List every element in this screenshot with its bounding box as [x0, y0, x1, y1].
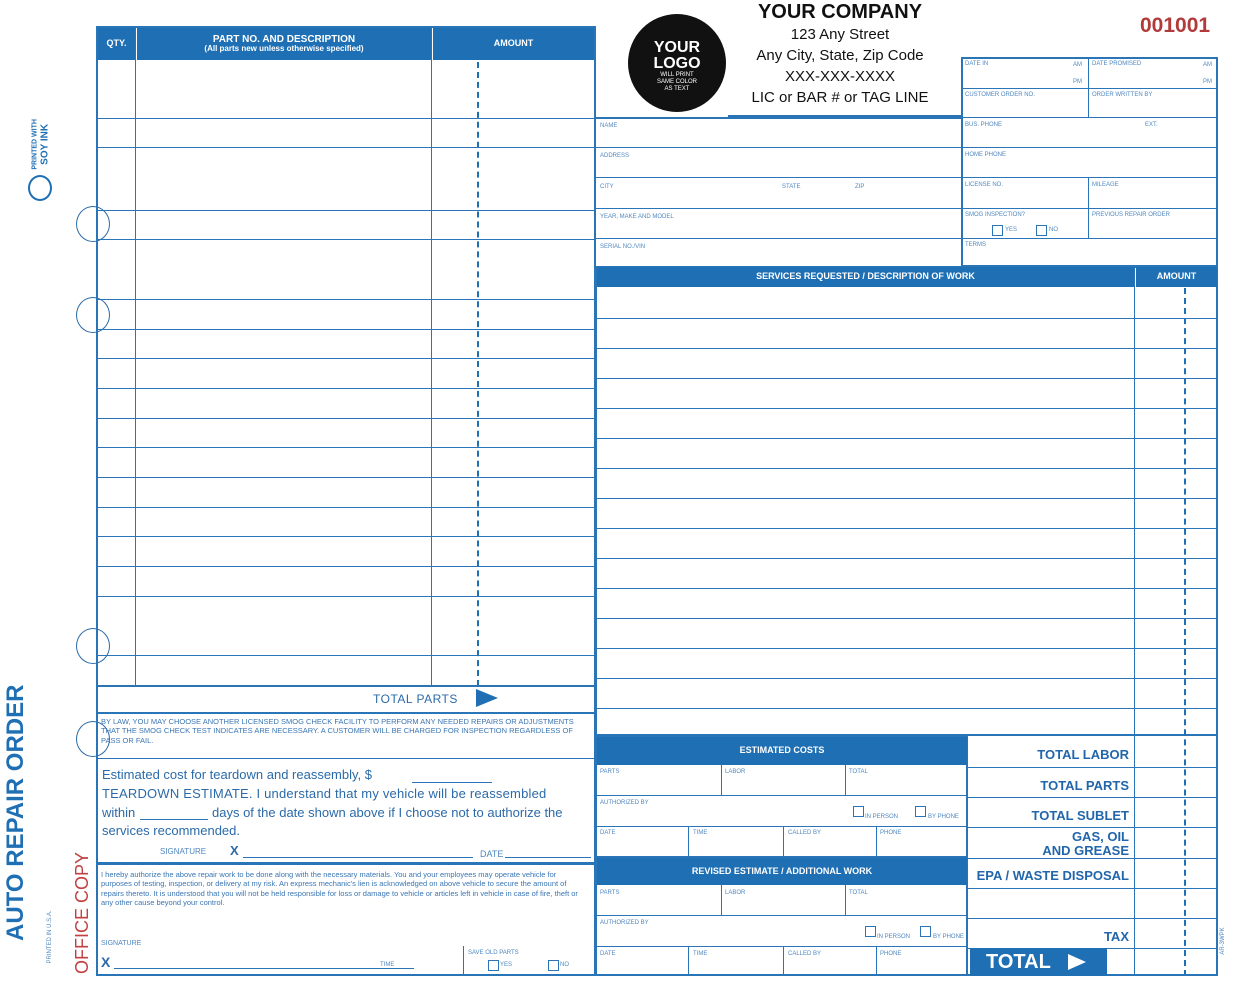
teardown-line1: TEARDOWN ESTIMATE. I understand that my vehicle will be reassembled — [102, 786, 547, 801]
revised-divider — [721, 885, 722, 915]
tax-label: TAX — [1103, 929, 1129, 944]
total-parts-label: TOTAL PARTS — [373, 692, 458, 706]
estimated-costs-label: ESTIMATED COSTS — [739, 745, 825, 756]
totals-line — [968, 767, 1218, 768]
est-parts-label: PARTS — [600, 769, 620, 775]
parts-row-line — [96, 477, 596, 478]
parts-row-line — [96, 147, 596, 148]
teardown-cost-label: Estimated cost for teardown and reassembly, $ — [102, 767, 372, 782]
date-in-am: AM — [1073, 62, 1082, 68]
rev-authorized-label: AUTHORIZED BY — [600, 920, 649, 926]
form-number: 001001 — [1140, 14, 1211, 37]
services-amount-header — [1136, 267, 1217, 287]
services-table — [596, 266, 1218, 736]
teardown-line2: days of the date shown above if I choose not to authorize the — [212, 805, 563, 820]
parts-cents-divider — [477, 62, 479, 686]
order-info-line — [961, 177, 1218, 178]
est-labor-label: LABOR — [725, 769, 746, 775]
company-name: YOUR COMPANY — [757, 1, 923, 23]
parts-row-line — [96, 418, 596, 419]
smog-no-checkbox[interactable] — [1036, 225, 1047, 236]
customer-line — [596, 238, 962, 239]
services-row-line — [596, 708, 1218, 709]
totals-line — [968, 888, 1218, 889]
qty-header — [98, 28, 135, 60]
services-row-line — [596, 378, 1218, 379]
save-parts-yes-label: YES — [500, 962, 513, 968]
teardown-days-field[interactable] — [140, 819, 208, 820]
services-row-line — [596, 348, 1218, 349]
parts-row-line — [96, 299, 596, 300]
estimated-costs-divider — [845, 765, 846, 795]
services-row-line — [596, 678, 1218, 679]
estimated-costs-line — [596, 795, 968, 796]
soy-line1: PRINTED WITH — [31, 119, 39, 170]
company-street: 123 Any Street — [790, 26, 890, 43]
revised-divider — [688, 946, 689, 976]
est-total-label: TOTAL — [849, 769, 868, 775]
services-row-line — [596, 588, 1218, 589]
parts-row-line — [96, 388, 596, 389]
parts-row-line — [96, 596, 596, 597]
parts-amount-label: AMOUNT — [493, 38, 534, 49]
name-label: NAME — [600, 123, 618, 129]
printed-in-usa: PRINTED IN U.S.A. — [47, 910, 53, 964]
total-parts-arrow-icon — [476, 689, 498, 707]
services-row-line — [596, 468, 1218, 469]
order-info-line — [961, 208, 1218, 209]
parts-row-line — [96, 566, 596, 567]
save-parts-yes-checkbox[interactable] — [488, 960, 499, 971]
parts-row-line — [96, 447, 596, 448]
services-row-line — [596, 528, 1218, 529]
estimated-costs-line — [596, 826, 968, 827]
logo-badge — [628, 14, 726, 112]
customer-line — [596, 208, 962, 209]
est-by-phone-checkbox[interactable] — [915, 806, 926, 817]
save-old-parts-label: SAVE OLD PARTS — [468, 950, 519, 956]
services-row-line — [596, 318, 1218, 319]
gas-oil-label: GAS, OIL — [1071, 829, 1129, 844]
order-info-line — [961, 147, 1218, 148]
save-parts-no-checkbox[interactable] — [548, 960, 559, 971]
logo-line3: WILL PRINT — [660, 72, 694, 78]
revised-estimate-header — [597, 858, 967, 885]
services-row-line — [596, 558, 1218, 559]
services-row-line — [596, 498, 1218, 499]
services-amount-label: AMOUNT — [1156, 271, 1197, 282]
est-called-by-label: CALLED BY — [788, 830, 822, 836]
rev-in-person-checkbox[interactable] — [865, 926, 876, 937]
services-amount-divider — [1134, 266, 1135, 736]
rev-labor-label: LABOR — [725, 890, 746, 896]
logo-line1: YOUR — [653, 39, 701, 56]
city-label: CITY — [600, 184, 614, 190]
services-row-line — [596, 618, 1218, 619]
teardown-line3: services recommended. — [102, 823, 240, 838]
totals-amount-divider — [1134, 736, 1135, 976]
smog-yes-checkbox[interactable] — [992, 225, 1003, 236]
vehicle-label: YEAR, MAKE AND MODEL — [600, 214, 674, 220]
logo-line4: SAME COLOR — [656, 79, 697, 85]
order-info-line — [961, 88, 1218, 89]
rev-phone-label: PHONE — [880, 951, 902, 957]
teardown-within: within — [102, 805, 136, 820]
serial-vin-label: SERIAL NO./VIN — [600, 244, 646, 250]
parts-amount-header — [433, 28, 594, 60]
services-row-line — [596, 648, 1218, 649]
date-promised-pm: PM — [1203, 79, 1212, 85]
company-tagline: LIC or BAR # or TAG LINE — [751, 89, 929, 106]
save-parts-divider — [463, 946, 464, 976]
qty-column-divider — [135, 26, 136, 686]
company-phone: XXX-XXX-XXXX — [784, 68, 896, 85]
soy-line2: SOY INK — [39, 123, 51, 165]
amount-column-divider — [431, 26, 432, 686]
description-header-label: PART NO. AND DESCRIPTION — [212, 34, 356, 46]
totals-line — [968, 797, 1218, 798]
totals-line — [968, 858, 1218, 859]
parts-row-line — [96, 655, 596, 656]
parts-row-line — [96, 507, 596, 508]
and-grease-label: AND GREASE — [1042, 843, 1129, 858]
estimated-costs-divider — [783, 826, 784, 858]
smog-inspection-label: SMOG INSPECTION? — [965, 212, 1026, 218]
parts-row-line — [96, 239, 596, 240]
smog-no-label: NO — [1049, 227, 1058, 233]
estimated-costs-divider — [688, 826, 689, 858]
mileage-label: MILEAGE — [1092, 182, 1119, 188]
teardown-date-label: DATE — [480, 849, 504, 859]
total-labor-label: TOTAL LABOR — [1037, 747, 1129, 762]
est-by-phone-label: BY PHONE — [928, 814, 959, 820]
order-written-label: ORDER WRITTEN BY — [1092, 92, 1153, 98]
logo-line2: LOGO — [653, 55, 701, 72]
grand-total-label: TOTAL — [986, 951, 1051, 973]
description-header — [137, 28, 431, 60]
revised-line — [596, 946, 968, 947]
date-promised-am: AM — [1203, 62, 1212, 68]
customer-top-line — [596, 117, 962, 119]
services-row-line — [596, 438, 1218, 439]
order-info-divider — [1088, 57, 1089, 117]
home-phone-label: HOME PHONE — [965, 152, 1007, 158]
rev-time-label: TIME — [693, 951, 708, 957]
revised-line — [596, 915, 968, 916]
authorization-time-label: TIME — [380, 962, 395, 968]
parts-row-line — [96, 210, 596, 211]
totals-line — [968, 827, 1218, 828]
teardown-signature-field[interactable] — [243, 857, 473, 858]
previous-repair-label: PREVIOUS REPAIR ORDER — [1092, 212, 1170, 218]
est-time-label: TIME — [693, 830, 708, 836]
total-sublet-label: TOTAL SUBLET — [1031, 808, 1129, 823]
state-label: STATE — [782, 184, 801, 190]
est-authorized-label: AUTHORIZED BY — [600, 800, 649, 806]
est-phone-label: PHONE — [880, 830, 902, 836]
services-header — [597, 267, 1134, 287]
logo-line5: AS TEXT — [664, 86, 690, 92]
parts-row-line — [96, 358, 596, 359]
services-row-line — [596, 408, 1218, 409]
customer-order-label: CUSTOMER ORDER NO. — [965, 92, 1035, 98]
grand-total-badge — [970, 948, 1107, 976]
total-parts-row — [96, 686, 596, 714]
license-label: LICENSE NO. — [965, 182, 1004, 188]
company-block — [730, 0, 950, 108]
epa-waste-label: EPA / WASTE DISPOSAL — [976, 868, 1129, 883]
authorization-text: I hereby authorize the above repair work to be done along with the necessary materials. You and your employees may operate vehicle for purposes of testing, inspection, or delivery at my risk. An express mechanic's lien is acknowledged on above vehicle to secure the amount of repairs thereto. It is understood that you will not be held responsible for loss or damage to vehicle or articles left in vehicle in case of fire, theft or any other cause beyond your control. — [101, 870, 578, 908]
services-header-label: SERVICES REQUESTED / DESCRIPTION OF WORK — [756, 271, 975, 282]
form-title: AUTO REPAIR ORDER — [2, 684, 29, 941]
order-info-line — [961, 117, 1218, 118]
rev-parts-label: PARTS — [600, 890, 620, 896]
soybean-icon — [28, 175, 52, 201]
revised-divider — [876, 946, 877, 976]
est-in-person-label: IN PERSON — [865, 814, 899, 820]
rev-in-person-label: IN PERSON — [877, 934, 911, 940]
part-number: AR-3WPK — [1220, 927, 1226, 955]
customer-line — [596, 147, 962, 148]
authorization-signature-field[interactable] — [114, 968, 414, 969]
estimated-costs-divider — [876, 826, 877, 858]
revised-divider — [845, 885, 846, 915]
address-label: ADDRESS — [600, 153, 630, 159]
save-parts-no-label: NO — [560, 962, 569, 968]
rev-by-phone-checkbox[interactable] — [920, 926, 931, 937]
revised-estimate-label: REVISED ESTIMATE / ADDITIONAL WORK — [691, 865, 873, 876]
bus-phone-label: BUS. PHONE — [965, 122, 1003, 128]
teardown-signature-x: X — [230, 843, 239, 858]
description-header-sub: (All parts new unless otherwise specified) — [204, 44, 364, 54]
soy-ink-badge — [24, 105, 56, 205]
total-parts-summary-label: TOTAL PARTS — [1040, 778, 1129, 793]
est-date-label: DATE — [600, 830, 616, 836]
terms-label: TERMS — [965, 242, 986, 248]
company-city: Any City, State, Zip Code — [756, 47, 924, 64]
rev-date-label: DATE — [600, 951, 616, 957]
authorization-signature-label: SIGNATURE — [101, 940, 142, 947]
authorization-signature-x: X — [101, 954, 111, 970]
date-in-label: DATE IN — [965, 61, 989, 67]
smog-notice: BY LAW, YOU MAY CHOOSE ANOTHER LICENSED SMOG CHECK FACILITY TO PERFORM ANY NEEDED REPAIRS OR ADJUSTMENTS THAT THE SMOG CHECK TEST INDICATES ARE NECESSARY. A CUSTOMER WILL BE CHARGED FOR INSPECTION REGARDLESS OF PASS OR FAIL. — [101, 717, 574, 745]
parts-row-line — [96, 536, 596, 537]
parts-row-line — [96, 118, 596, 119]
smog-notice-frame — [96, 714, 596, 759]
zip-label: ZIP — [855, 184, 865, 190]
rev-by-phone-label: BY PHONE — [933, 934, 964, 940]
teardown-cost-field[interactable] — [412, 782, 492, 783]
rev-called-by-label: CALLED BY — [788, 951, 822, 957]
teardown-signature-label: SIGNATURE — [160, 847, 207, 856]
grand-total-arrow-icon — [1068, 954, 1086, 970]
smog-yes-label: YES — [1005, 227, 1018, 233]
date-promised-label: DATE PROMISED — [1092, 61, 1142, 67]
order-info-line — [961, 238, 1218, 239]
revised-divider — [783, 946, 784, 976]
customer-line — [596, 177, 962, 178]
parts-table — [96, 26, 596, 686]
ext-label: EXT. — [1145, 122, 1158, 128]
teardown-date-field[interactable] — [505, 857, 591, 858]
copy-designation: OFFICE COPY — [72, 852, 92, 975]
date-in-pm: PM — [1073, 79, 1082, 85]
parts-row-line — [96, 329, 596, 330]
estimated-costs-divider — [721, 765, 722, 795]
qty-header-label: QTY. — [106, 38, 127, 49]
estimated-costs-header — [597, 737, 967, 765]
est-in-person-checkbox[interactable] — [853, 806, 864, 817]
totals-line — [968, 918, 1218, 919]
rev-total-label: TOTAL — [849, 890, 868, 896]
